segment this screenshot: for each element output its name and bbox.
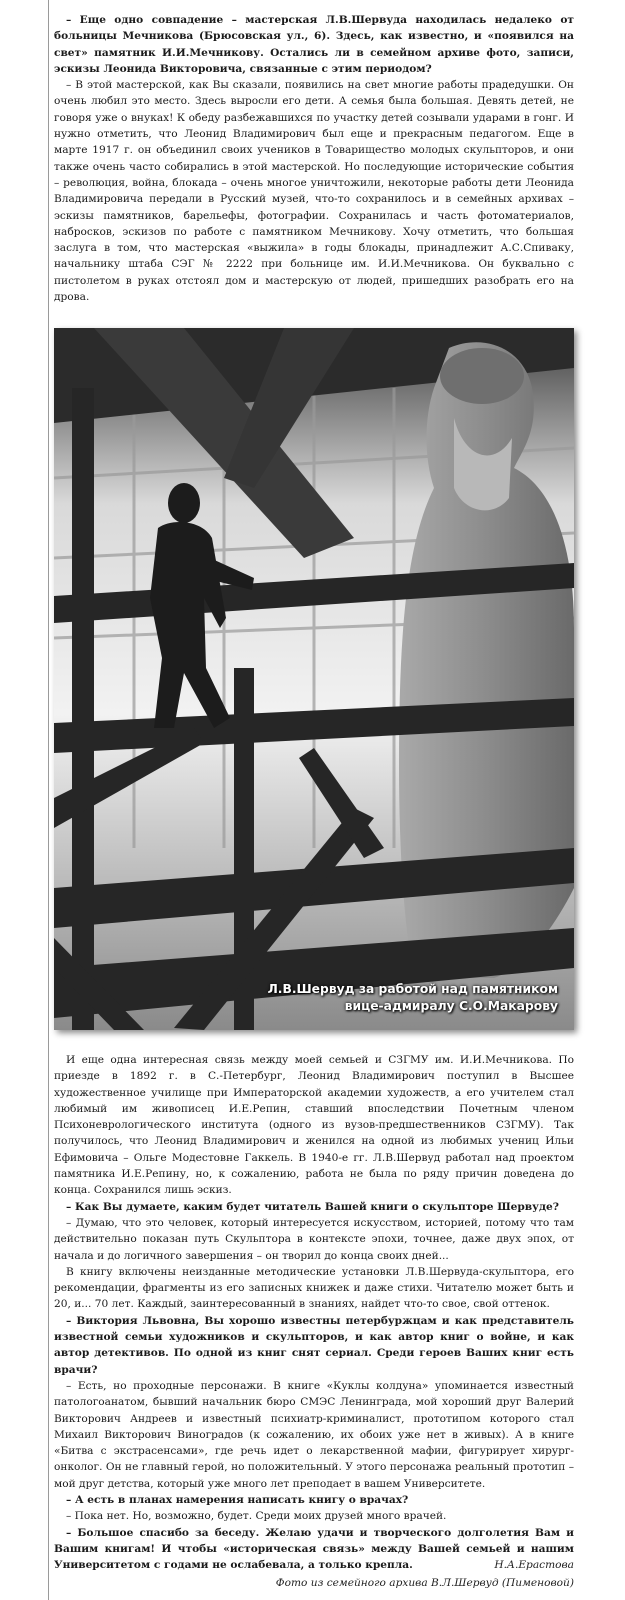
- interview-text-bottom: [54, 1052, 574, 1574]
- question-paragraph: – Большое спасибо за беседу. Желаю удачи и творческого долголетия Вам и Вашим книгам! И чтобы «историческая связь» между Вашей семьей и нашим Университетом с годами не ослабевала, а только крепла.: [54, 1526, 574, 1572]
- margin-rule: [48, 0, 49, 1600]
- interview-text-top: [54, 12, 574, 305]
- caption-line-2: вице-адмиралу С.О.Макарову: [344, 998, 558, 1013]
- question-paragraph: – А есть в планах намерения написать книгу о врачах?: [66, 1494, 409, 1507]
- archive-photo: [54, 328, 574, 1030]
- answer-paragraph: И еще одна интересная связь между моей семьей и СЗГМУ им. И.И.Мечникова. По приезде в 1892 г. в С.-Петербург, Леонид Владимирович поступил в Высшее художественное училище при Императорской академии художеств, а его учителем стал любимый им живописец И.Е.Репин, ставший впоследствии Почетным членом Психоневрологического института (одного из вузов-предшественников СЗГМУ). Так получилось, что Леонид Владимирович и женился на одной из любимых учениц Ильи Ефимовича – Ольге Модестовне Гаккель. В 1940-е гг. Л.В.Шервуд работал над проектом памятника И.Е.Репину, но, к сожалению, работа не была по ряду причин доведена до конца. Сохранился лишь эскиз.: [54, 1054, 574, 1197]
- answer-paragraph: – В этой мастерской, как Вы сказали, появились на свет многие работы прадедушки. Он очень любил это место. Здесь выросли его дети. А семья была большая. Девять детей, не говоря уже о внуках! К обеду разбежавшихся по участку детей созывали ударами в гонг. И нужно отметить, что Леонид Владимирович был еще и прекрасным педагогом. Еще в марте 1917 г. он объединил своих учеников в Товарищество молодых скульпторов, и они также очень часто собирались в этой мастерской. Но последующие исторические события – революция, война, блокада – очень многое уничтожили, некоторые работы дети Леонида Владимировича передали в Русский музей, что-то сохранилось и в семейных архивах – эскизы памятников, барельефы, фотографии. Сохранилась и часть фотоматериалов, набросков, эскизов по работе с памятником Мечникову. Хочу отметить, что большая заслуга в том, что мастерская «выжила» в годы блокады, принадлежит А.С.Спиваку, начальнику штаба СЭГ № 2222 при больнице им. И.И.Мечникова. Он буквально с пистолетом в руках отстоял дом и мастерскую от людей, пришедших разобрать его на дрова.: [54, 79, 574, 304]
- photo-caption: [268, 981, 558, 1014]
- question-paragraph: – Виктория Львовна, Вы хорошо известны петербуржцам и как представитель известной семьи художников и скульпторов, и как автор книг о войне, и как автор детективов. По одной из книг снят сериал. Среди героев Ваших книг есть врачи?: [54, 1314, 574, 1376]
- photo-illustration: [54, 328, 574, 1030]
- caption-line-1: Л.В.Шервуд за работой над памятником: [267, 982, 558, 996]
- question-paragraph: – Как Вы думаете, каким будет читатель Вашей книги о скульпторе Шервуде?: [66, 1200, 559, 1213]
- answer-paragraph: – Думаю, что это человек, который интересуется искусством, историей, потому что там действительно показан путь Скульптора в контексте эпохи, точнее, даже двух эпох, от начала и до логичного завершения – он творил до конца своих дней...: [54, 1216, 574, 1262]
- answer-paragraph: В книгу включены неизданные методические установки Л.В.Шервуда-скульптора, его рекомендации, фрагменты из его записных книжек и даже стихи. Читателю может быть и 20, и... 70 лет. Каждый, заинтересованный в знаниях, найдет что-то свое, свой оттенок.: [54, 1265, 574, 1311]
- answer-paragraph: – Есть, но проходные персонажи. В книге «Куклы колдуна» упоминается известный патологоанатом, бывший начальник бюро СМЭС Ленинграда, мой хороший друг Валерий Викторович Андреев и известный психиатр-криминалист, прототипом которого стал Михаил Викторович Виноградов (к сожалению, их обоих уже нет в живых). А в книге «Битва с экстрасенсами», где речь идет о лекарственной мафии, фигурирует хирург-онколог. Он не главный герой, но положительный. У этого персонажа реальный прототип – мой друг детства, который уже много лет преподает в вашем Университете.: [54, 1379, 574, 1490]
- author-credit: Н.А.Ерастова: [494, 1559, 574, 1571]
- question-paragraph: – Еще одно совпадение – мастерская Л.В.Шервуда находилась недалеко от больницы Мечникова (Брюсовская ул., 6). Здесь, как известно, и «появился на свет» памятник И.И.Мечникову. Остались ли в семейном архиве фото, записи, эскизы Леонида Викторовича, связанные с этим периодом?: [54, 14, 574, 75]
- answer-paragraph: – Пока нет. Но, возможно, будет. Среди моих друзей много врачей.: [66, 1510, 447, 1523]
- photo-credit: Фото из семейного архива В.Л.Шервуд (Пименовой): [275, 1577, 574, 1589]
